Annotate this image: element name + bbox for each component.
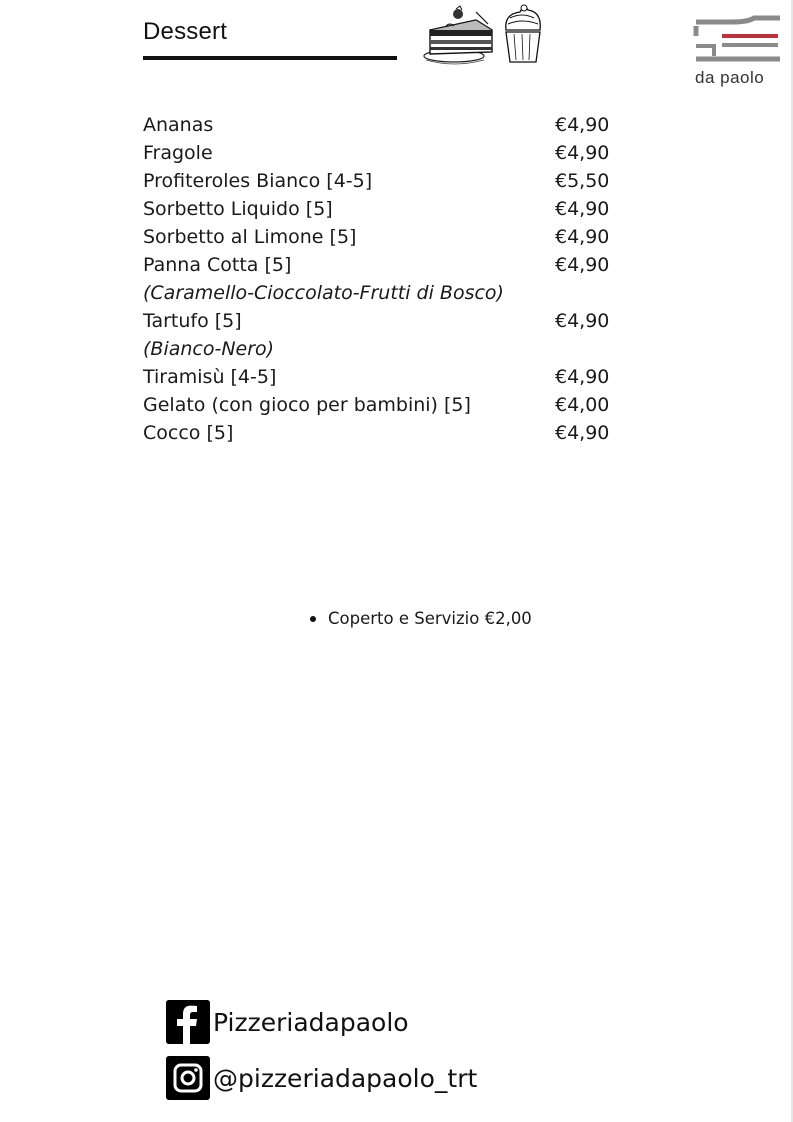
item-name: Panna Cotta [5] — [143, 254, 292, 276]
item-name: Cocco [5] — [143, 422, 234, 444]
item-name: Sorbetto Liquido [5] — [143, 198, 333, 220]
cover-charge-note — [310, 609, 532, 628]
item-price: €4,90 — [555, 226, 610, 248]
menu-item — [143, 391, 623, 419]
menu-item — [143, 363, 623, 391]
menu-item — [143, 251, 623, 279]
item-price: €4,00 — [555, 394, 610, 416]
item-name: Ananas — [143, 114, 214, 136]
item-note: (Caramello-Cioccolato-Frutti di Bosco) — [143, 282, 504, 304]
menu-item-note-row — [143, 279, 623, 307]
item-price: €4,90 — [555, 198, 610, 220]
item-price: €4,90 — [555, 114, 610, 136]
instagram-handle[interactable]: @pizzeriadapaolo_trt — [213, 1063, 478, 1093]
menu-item — [143, 307, 623, 335]
menu-item — [143, 223, 623, 251]
menu-item — [143, 195, 623, 223]
logo-text: da paolo — [695, 68, 765, 87]
item-price: €4,90 — [555, 254, 610, 276]
item-name: Sorbetto al Limone [5] — [143, 226, 357, 248]
item-name: Fragole — [143, 142, 213, 164]
item-name: Gelato (con gioco per bambini) [5] — [143, 394, 471, 416]
instagram-icon[interactable] — [166, 1056, 210, 1100]
dessert-menu-list — [143, 111, 623, 447]
instagram-link[interactable] — [166, 1056, 477, 1100]
item-note: (Bianco-Nero) — [143, 338, 275, 360]
bullet-dot — [310, 616, 316, 622]
item-price: €4,90 — [555, 142, 610, 164]
cake-and-cupcake-icon — [416, 0, 548, 70]
item-price: €4,90 — [555, 422, 610, 444]
title-underline — [143, 56, 397, 60]
menu-item — [143, 139, 623, 167]
item-price: €4,90 — [555, 310, 610, 332]
menu-item — [143, 167, 623, 195]
facebook-link[interactable] — [166, 1000, 409, 1044]
cover-charge-text: Coperto e Servizio €2,00 — [328, 609, 532, 628]
item-name: Tiramisù [4-5] — [143, 366, 277, 388]
menu-item — [143, 419, 623, 447]
item-name: Profiteroles Bianco [4-5] — [143, 170, 373, 192]
item-price: €4,90 — [555, 366, 610, 388]
facebook-icon[interactable] — [166, 1000, 210, 1044]
menu-item — [143, 111, 623, 139]
item-price: €5,50 — [555, 170, 610, 192]
facebook-handle[interactable]: Pizzeriadapaolo — [213, 1007, 409, 1037]
section-title: Dessert — [143, 18, 228, 45]
menu-item-note-row — [143, 335, 623, 363]
item-name: Tartufo [5] — [143, 310, 242, 332]
